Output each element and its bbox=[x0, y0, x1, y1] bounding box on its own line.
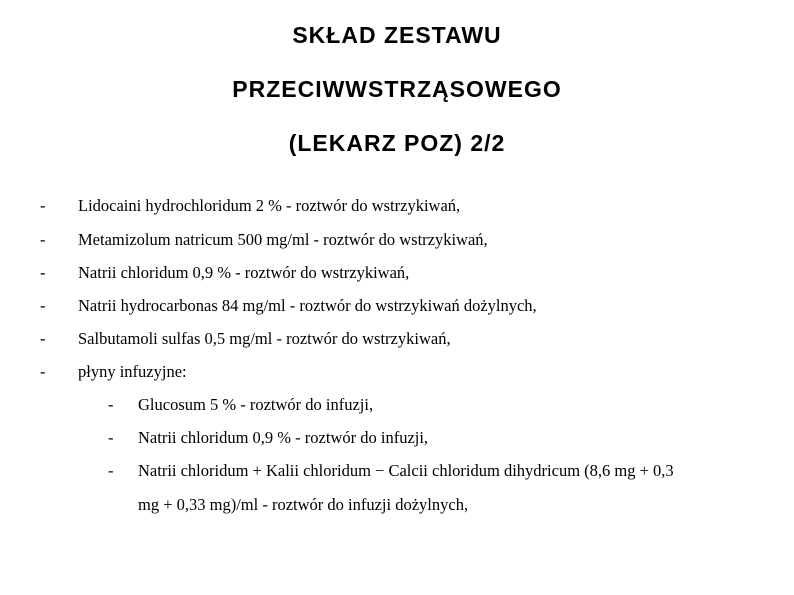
bullet-dash: - bbox=[108, 395, 114, 414]
list-item-text: Metamizolum natricum 500 mg/ml - roztwór do wstrzykiwań, bbox=[78, 230, 488, 249]
bullet-dash: - bbox=[108, 428, 114, 447]
sub-list-item-text: Glucosum 5 % - roztwór do infuzji, bbox=[138, 395, 374, 414]
list-item-text: płyny infuzyjne: bbox=[78, 362, 187, 381]
bullet-dash: - bbox=[40, 196, 46, 215]
title-line-3: (LEKARZ POZ) 2/2 bbox=[288, 130, 506, 156]
bullet-dash: - bbox=[40, 263, 46, 282]
sub-list-item-text: Natrii chloridum 0,9 % - roztwór do infuzji, bbox=[138, 428, 429, 447]
list-item-text: Natrii hydrocarbonas 84 mg/ml - roztwór do wstrzykiwań dożylnych, bbox=[78, 296, 537, 315]
title-line-1: SKŁAD ZESTAWU bbox=[292, 22, 502, 48]
bullet-dash: - bbox=[40, 362, 46, 381]
bullet-dash: - bbox=[40, 329, 46, 348]
list-item-text: Lidocaini hydrochloridum 2 % - roztwór do wstrzykiwań, bbox=[78, 196, 461, 215]
bullet-dash: - bbox=[108, 461, 114, 480]
bullet-dash: - bbox=[40, 296, 46, 315]
sub-list-item-text: Natrii chloridum + Kalii chloridum − Calcii chloridum dihydricum (8,6 mg + 0,3 bbox=[138, 461, 674, 480]
list-item-text: Salbutamoli sulfas 0,5 mg/ml - roztwór do wstrzykiwań, bbox=[78, 329, 451, 348]
sub-list-item-text-continued: mg + 0,33 mg)/ml - roztwór do infuzji dożylnych, bbox=[138, 495, 469, 514]
list-item-text: Natrii chloridum 0,9 % - roztwór do wstrzykiwań, bbox=[78, 263, 410, 282]
title-line-2: PRZECIWWSTRZĄSOWEGO bbox=[232, 76, 562, 102]
bullet-dash: - bbox=[40, 230, 46, 249]
